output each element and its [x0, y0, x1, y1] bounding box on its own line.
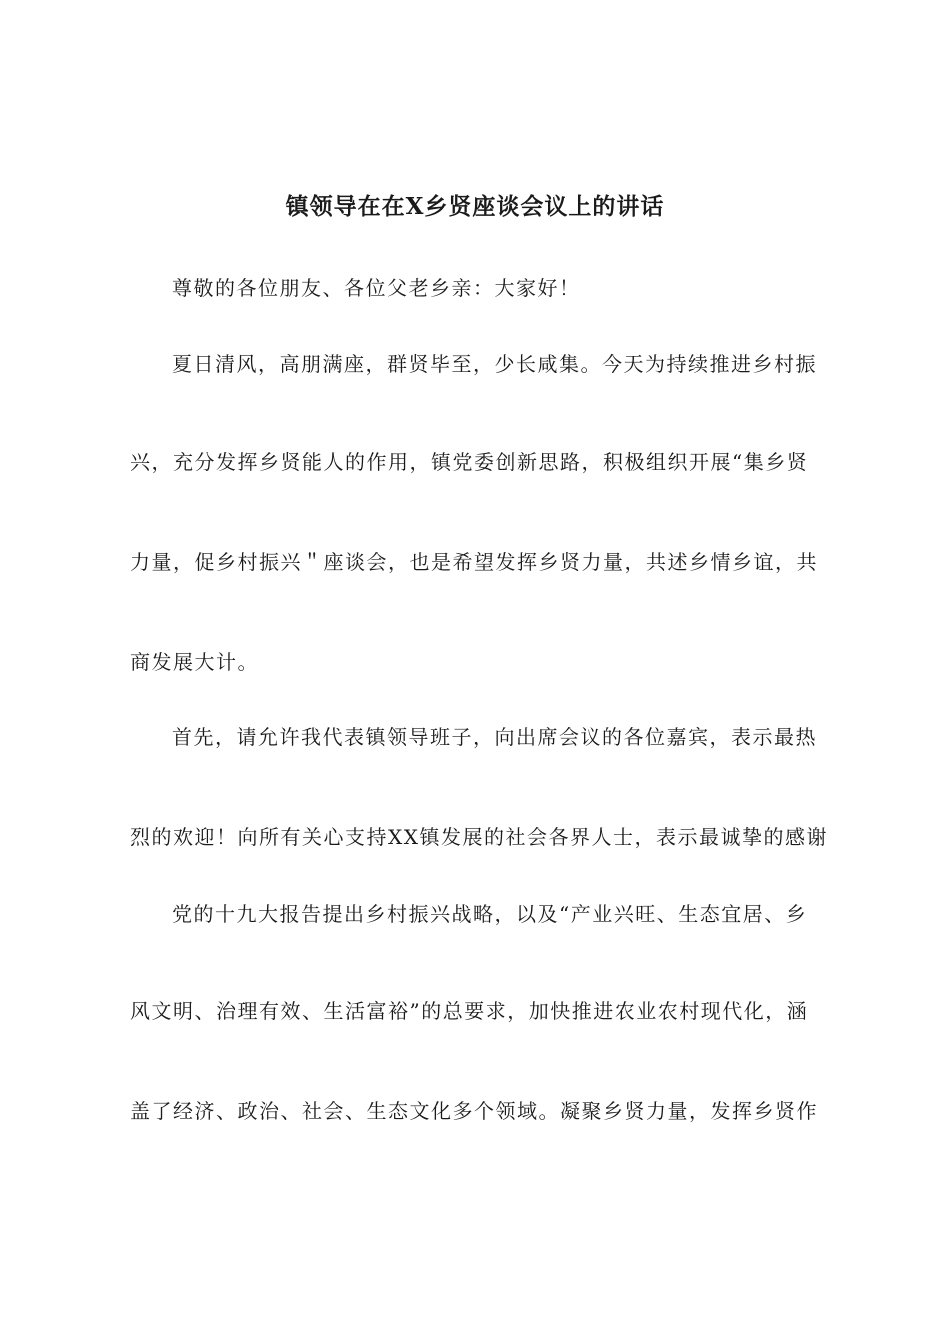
paragraph-1-line-3: 力量，促乡村振兴＂座谈会，也是希望发挥乡贤力量，共述乡情乡谊，共 — [130, 550, 818, 574]
paragraph-1-line-4: 商发展大计。 — [130, 650, 259, 674]
greeting-line: 尊敬的各位朋友、各位父老乡亲：大家好！ — [172, 276, 581, 300]
paragraph-2-line-1: 首先，请允许我代表镇领导班子，向出席会议的各位嘉宾，表示最热 — [172, 725, 817, 749]
paragraph-3-line-1: 党的十九大报告提出乡村振兴战略，以及“产业兴旺、生态宜居、乡 — [172, 902, 808, 926]
paragraph-1-line-1: 夏日清风，高朋满座，群贤毕至，少长咸集。今天为持续推进乡村振 — [172, 352, 817, 376]
paragraph-2-line-2: 烈的欢迎！向所有关心支持XX镇发展的社会各界人士，表示最诚挚的感谢 — [130, 825, 828, 849]
paragraph-3-line-2: 风文明、治理有效、生活富裕”的总要求，加快推进农业农村现代化，涵 — [130, 999, 809, 1023]
paragraph-1-line-2: 兴，充分发挥乡贤能人的作用，镇党委创新思路，积极组织开展“集乡贤 — [130, 450, 809, 474]
document-title: 镇领导在在X乡贤座谈会议上的讲话 — [285, 193, 665, 220]
paragraph-3-line-3: 盖了经济、政治、社会、生态文化多个领域。凝聚乡贤力量，发挥乡贤作 — [130, 1099, 818, 1123]
